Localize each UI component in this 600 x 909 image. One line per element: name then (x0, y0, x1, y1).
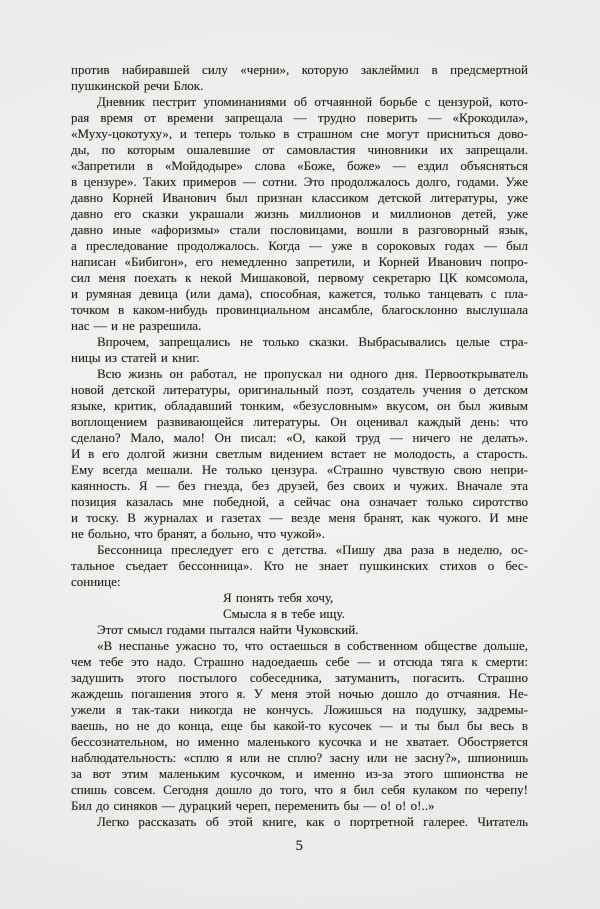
text-line: наблюдательность: «сплю я или не сплю? засну или не засну?», шпионишь (71, 750, 528, 765)
text-line: и тоску. В журналах и газетах — везде меня бранят, как чужого. И мне (71, 510, 528, 525)
text-line: давно его сказки украшали жизнь миллионов и миллионов детей, уже (71, 206, 528, 221)
text-line: пушкинской речи Блок. (71, 78, 204, 93)
text-line: языке, критик, обладавший тонким, «безусловным» вкусом, он был живым (71, 398, 528, 413)
text-line: сил меня поехать к некой Мишаковой, первому секретарю ЦК комсомола, (71, 270, 528, 285)
text-line: «В неспанье ужасно то, что остаешься в собственном обществе дольше, (97, 638, 528, 653)
text-line: спишь совсем. Сегодня дошло до того, что я бил себя кулаком по черепу! (71, 782, 528, 797)
text-line: рая время от времени запрещала — трудно поверить — «Крокодила», (71, 110, 528, 125)
page-number: 5 (295, 838, 304, 854)
text-line: Легко рассказать об этой книге, как о портретной галерее. Читатель (97, 814, 528, 829)
text-line: и румяная девица (или дама), способная, кажется, только танцевать с пла- (71, 286, 528, 301)
text-line: нас — и не разрешила. (71, 318, 202, 333)
text-line: Всю жизнь он работал, не пропускал ни одного дня. Первооткрыватель (97, 366, 528, 381)
text-line: Смысла я в тебе ищу. (223, 606, 345, 621)
text-line: написан «Бибигон», его немедленно запретили, и Корней Иванович попро- (71, 254, 528, 269)
text-line: Бессонница преследует его с детства. «Пишу два раза в неделю, ос- (97, 542, 528, 557)
text-line: бессознательном, но именно маленького кусочка и не хватает. Обостряется (71, 734, 528, 749)
paragraph (71, 62, 528, 94)
text-line: ваешь, но не до конца, еще бы какой-то кусочек — и ты был бы весь в (71, 718, 528, 733)
text-line: И в его долгой жизни светлым видением встает не молодость, а старость. (71, 446, 528, 461)
paragraph (71, 366, 528, 542)
text-line: точком в каком-нибудь провинциальном ансамбле, благосклонно выслушала (71, 302, 528, 317)
text-line: тальное съедает бессонница». Кто не знает пушкинских стихов о бес- (71, 558, 528, 573)
text-line: Впрочем, запрещались не только сказки. Выбрасывались целые стра- (97, 334, 528, 349)
page-text (71, 62, 528, 830)
paragraph (71, 814, 528, 830)
text-line: «Запретили в «Мойдодыре» слова «Боже, боже» — ездил объясняться (71, 158, 528, 173)
text-line: каянность. Я — без гнезда, без друзей, без своих и чужих. Вначале эта (71, 478, 528, 493)
text-line: соннице: (71, 574, 121, 589)
paragraph (71, 622, 528, 638)
text-line: жаждешь погашения этого я. У меня этой ночью дошло до отчаяния. Не- (71, 686, 528, 701)
text-line: новой детской литературы, оригинальный поэт, создатель учения о детском (71, 382, 528, 397)
paragraph (71, 94, 528, 334)
text-line: Я понять тебя хочу, (223, 590, 334, 605)
text-line: сделано? Мало, мало! Он писал: «О, какой труд — ничего не делать». (71, 430, 528, 445)
text-line: чем тебе это надо. Страшно надоедаешь себе — и отсюда тяга к смерти: (71, 654, 528, 669)
text-line: давно иные «афоризмы» стали пословицами, вошли в разговорный язык, (71, 222, 528, 237)
text-line: в цензуре». Таких примеров — сотни. Это продолжалось долго, годами. Уже (71, 174, 528, 189)
verse-paragraph (71, 590, 528, 622)
text-line: ды, по которым ошалевшие от самовластия чиновники их запрещали. (71, 142, 528, 157)
text-line: задушить этого постылого собеседника, затуманить, погасить. Страшно (71, 670, 528, 685)
text-line: Этот смысл годами пытался найти Чуковский. (97, 622, 359, 637)
text-line: Бил до синяков — дурацкий череп, переменить бы — о! о! о!..» (71, 798, 435, 813)
text-line: воплощением развивающейся литературы. Он оценивал каждый день: что (71, 414, 528, 429)
text-line: против набиравшей силу «черни», которую заклеймил в предсмертной (71, 62, 528, 77)
text-line: не больно, что бранят, а больно, что чужой». (71, 526, 325, 541)
text-line: за вот этим маленьким кусочком, и именно из-за этого шпионства не (71, 766, 528, 781)
text-line: позиция казалась мне победной, а сейчас она означает только сиротство (71, 494, 528, 509)
text-line: Ему всегда мешали. Не только цензура. «Страшно чувствую свою непри- (71, 462, 528, 477)
paragraph (71, 334, 528, 366)
text-line: Дневник пестрит упоминаниями об отчаянной борьбе с цензурой, кото- (97, 94, 528, 109)
text-line: ницы из статей и книг. (71, 350, 200, 365)
paragraph (71, 638, 528, 814)
text-line: «Муху-цокотуху», и теперь только в страшном сне могут присниться дово- (71, 126, 528, 141)
paragraph (71, 542, 528, 590)
text-line: а преследование продолжалось. Когда — уже в сороковых годах — был (71, 238, 528, 253)
text-line: давно Корней Иванович был признан классиком детской литературы, уже (71, 190, 528, 205)
text-line: ужели я так-таки никогда не кончусь. Ложишься на подушку, задремы- (71, 702, 528, 717)
